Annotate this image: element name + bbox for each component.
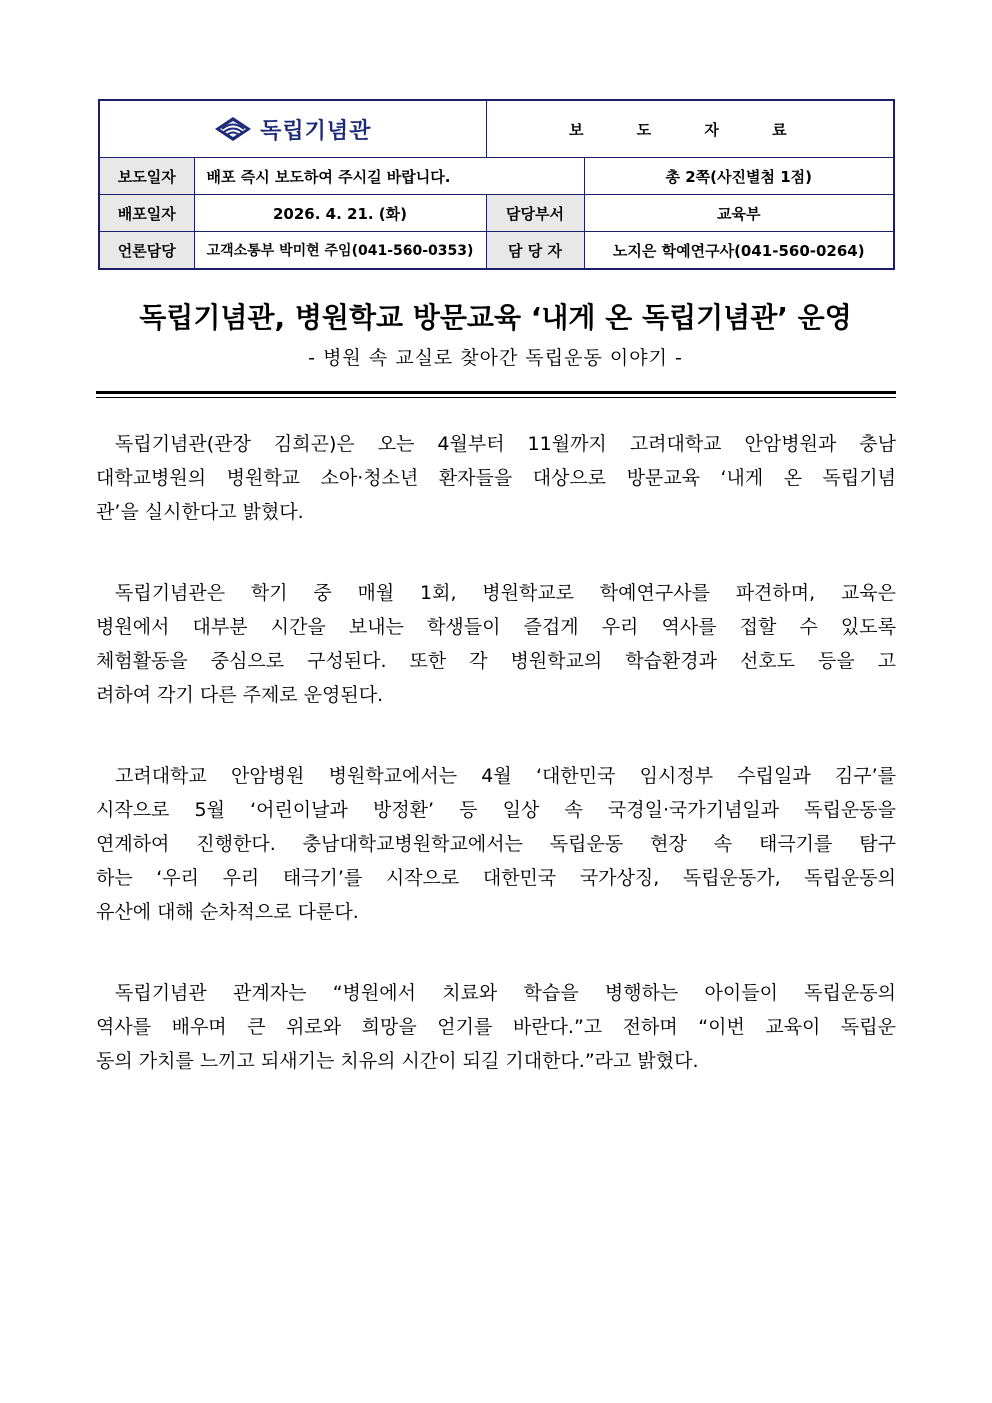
press-contact-label: 언론담당	[99, 232, 194, 270]
paragraph-line: 하는 ‘우리 우리 태극기’를 시작으로 대한민국 국가상징, 독립운동가, 독립운동의	[96, 867, 896, 889]
paragraph-line: 유산에 대해 순차적으로 다룬다.	[96, 901, 359, 923]
paragraph-line: 체험활동을 중심으로 구성된다. 또한 각 병원학교의 학습환경과 선호도 등을 고	[96, 650, 896, 672]
distribution-date-label: 배포일자	[99, 195, 194, 232]
subheadline: - 병원 속 교실로 찾아간 독립운동 이야기 -	[308, 347, 683, 369]
paragraph	[96, 976, 896, 1078]
headline: 독립기념관, 병원학교 방문교육 ‘내게 온 독립기념관’ 운영	[139, 301, 852, 334]
independence-hall-logo-icon	[214, 116, 252, 142]
paragraph-line: 연계하여 진행한다. 충남대학교병원학교에서는 독립운동 현장 속 태극기를 탐구	[96, 833, 896, 855]
press-contact-value: 고객소통부 박미현 주임(041-560-0353)	[194, 232, 486, 270]
paragraph-line: 독립기념관 관계자는 “병원에서 치료와 학습을 병행하는 아이들이 독립운동의	[115, 982, 896, 1004]
divider	[96, 391, 896, 398]
distribution-date-value: 2026. 4. 21. (화)	[194, 195, 486, 232]
paragraph-line: 역사를 배우며 큰 위로와 희망을 얻기를 바란다.”고 전하며 “이번 교육이 독립운	[96, 1016, 896, 1038]
paragraph	[96, 576, 896, 712]
paragraph-line: 독립기념관은 학기 중 매월 1회, 병원학교로 학예연구사를 파견하며, 교육은	[115, 582, 896, 604]
paragraph-line: 대학교병원의 병원학교 소아·청소년 환자들을 대상으로 방문교육 ‘내게 온 독립기념	[96, 467, 896, 489]
release-date-label: 보도일자	[99, 158, 194, 195]
press-release-header	[98, 99, 895, 270]
article-body	[96, 427, 896, 1125]
logo-text: 독립기념관	[260, 118, 372, 144]
page-count: 총 2쪽(사진별첨 1점)	[584, 158, 894, 195]
department-label: 담당부서	[486, 195, 584, 232]
person-in-charge-label: 담 당 자	[486, 232, 584, 270]
person-in-charge-value: 노지은 학예연구사(041-560-0264)	[584, 232, 894, 270]
department-value: 교육부	[584, 195, 894, 232]
paragraph-line: 관’을 실시한다고 밝혔다.	[96, 501, 304, 523]
paragraph-line: 고려대학교 안암병원 병원학교에서는 4월 ‘대한민국 임시정부 수립일과 김구’를	[115, 765, 896, 787]
paragraph-line: 려하여 각기 다른 주제로 운영된다.	[96, 684, 384, 706]
paragraph-line: 시작으로 5월 ‘어린이날과 방정환’ 등 일상 속 국경일·국가기념일과 독립운동을	[96, 799, 896, 821]
paragraph	[96, 427, 896, 529]
paragraph	[96, 759, 896, 929]
paragraph-line: 동의 가치를 느끼고 되새기는 치유의 시간이 되길 기대한다.”라고 밝혔다.	[96, 1050, 699, 1072]
logo-cell	[99, 100, 486, 158]
release-date-value: 배포 즉시 보도하여 주시길 바랍니다.	[194, 158, 584, 195]
paragraph-line: 독립기념관(관장 김희곤)은 오는 4월부터 11월까지 고려대학교 안암병원과 충남	[115, 433, 896, 455]
paragraph-line: 병원에서 대부분 시간을 보내는 학생들이 즐겁게 우리 역사를 접할 수 있도록	[96, 616, 896, 638]
banner-title: 보 도 자 료	[486, 100, 894, 158]
